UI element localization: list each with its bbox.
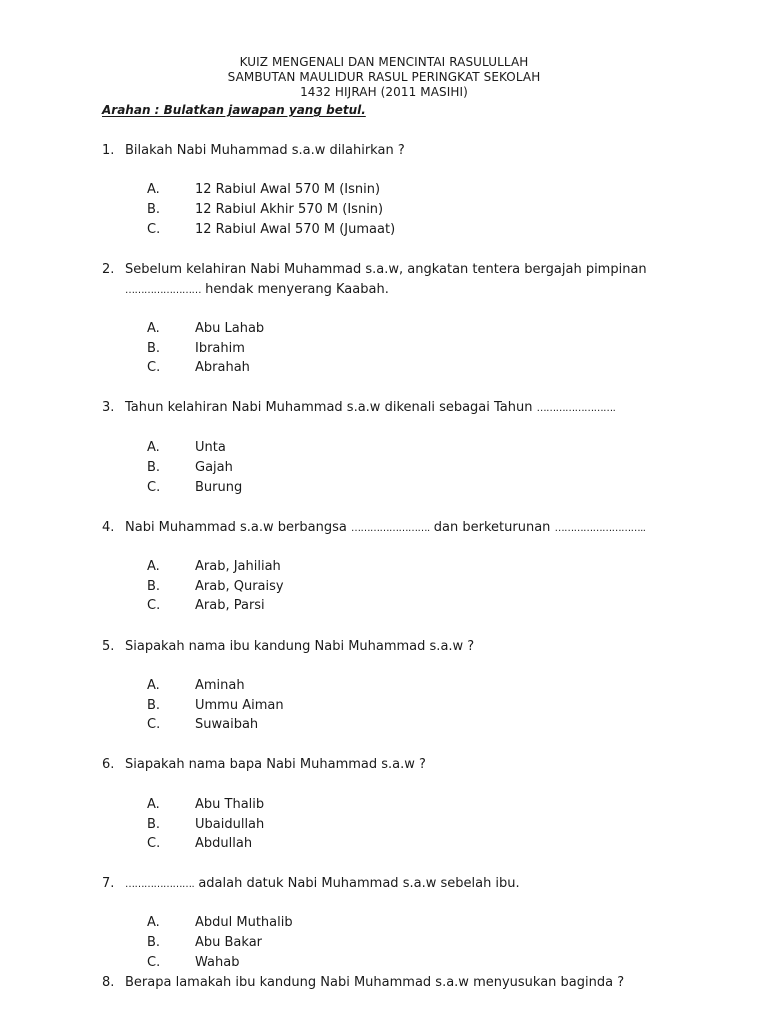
question-text: Siapakah nama ibu kandung Nabi Muhammad s.a.w ? bbox=[125, 639, 475, 654]
answer-blank: ……………………. bbox=[350, 523, 430, 534]
option-text: Aminah bbox=[195, 678, 245, 693]
question-text-part: hendak menyerang Kaabah. bbox=[201, 282, 389, 297]
instruction: Arahan : Bulatkan jawapan yang betul. bbox=[102, 103, 366, 117]
quiz-title: KUIZ MENGENALI DAN MENCINTAI RASULULLAH bbox=[239, 55, 529, 69]
question-text-part: Nabi Muhammad s.a.w berbangsa bbox=[125, 520, 351, 535]
option-text: Abdullah bbox=[195, 836, 253, 851]
option-letter: C. bbox=[147, 836, 161, 851]
option-letter: C. bbox=[147, 598, 161, 613]
option-letter: A. bbox=[147, 559, 160, 574]
question-text-part: adalah datuk Nabi Muhammad s.a.w sebelah ibu. bbox=[194, 876, 520, 891]
option-letter: C. bbox=[147, 480, 161, 495]
question-text-part: dan berketurunan bbox=[429, 520, 555, 535]
option-text: Arab, Jahiliah bbox=[195, 559, 281, 574]
option-letter: C. bbox=[147, 717, 161, 732]
option-text: Abu Thalib bbox=[195, 797, 265, 812]
option-text: Ubaidullah bbox=[195, 817, 265, 832]
option-letter: B. bbox=[147, 579, 161, 594]
option-letter: A. bbox=[147, 321, 160, 336]
answer-blank: ……………………….. bbox=[554, 523, 646, 534]
question-number: 3. bbox=[102, 400, 115, 415]
option-letter: B. bbox=[147, 698, 161, 713]
question-text-continued bbox=[125, 281, 389, 299]
question-text bbox=[125, 399, 615, 417]
question-text: Siapakah nama bapa Nabi Muhammad s.a.w ? bbox=[125, 757, 426, 772]
option-letter: B. bbox=[147, 935, 161, 950]
option-letter: A. bbox=[147, 678, 160, 693]
question-number: 4. bbox=[102, 520, 115, 535]
option-letter: A. bbox=[147, 797, 160, 812]
quiz-year: 1432 HIJRAH (2011 MASIHI) bbox=[300, 85, 468, 99]
option-text: Gajah bbox=[195, 460, 233, 475]
option-text: Arab, Quraisy bbox=[195, 579, 284, 594]
option-text: Abrahah bbox=[195, 360, 250, 375]
question-number: 2. bbox=[102, 262, 115, 277]
question-number: 7. bbox=[102, 876, 115, 891]
question-number: 8. bbox=[102, 975, 115, 990]
option-text: Unta bbox=[195, 440, 226, 455]
option-letter: C. bbox=[147, 955, 161, 970]
option-text: 12 Rabiul Akhir 570 M (Isnin) bbox=[195, 202, 384, 217]
option-text: Ibrahim bbox=[195, 341, 245, 356]
question-text bbox=[125, 519, 645, 537]
option-text: Suwaibah bbox=[195, 717, 259, 732]
option-text: Burung bbox=[195, 480, 243, 495]
answer-blank: …………………… bbox=[125, 285, 201, 296]
option-letter: B. bbox=[147, 460, 161, 475]
option-text: Abdul Muthalib bbox=[195, 915, 293, 930]
question-number: 6. bbox=[102, 757, 115, 772]
answer-blank: …………………. bbox=[125, 879, 195, 890]
question-text: Bilakah Nabi Muhammad s.a.w dilahirkan ? bbox=[125, 143, 405, 158]
option-text: Ummu Aiman bbox=[195, 698, 284, 713]
option-letter: A. bbox=[147, 182, 160, 197]
answer-blank: ……………………. bbox=[536, 403, 616, 414]
option-letter: A. bbox=[147, 440, 160, 455]
option-letter: B. bbox=[147, 202, 161, 217]
option-text: Abu Bakar bbox=[195, 935, 263, 950]
option-letter: B. bbox=[147, 817, 161, 832]
option-text: Abu Lahab bbox=[195, 321, 265, 336]
question-text-part: Tahun kelahiran Nabi Muhammad s.a.w dikenali sebagai Tahun bbox=[125, 400, 537, 415]
question-number: 1. bbox=[102, 143, 115, 158]
option-letter: B. bbox=[147, 341, 161, 356]
option-letter: A. bbox=[147, 915, 160, 930]
option-text: Wahab bbox=[195, 955, 240, 970]
question-text: Berapa lamakah ibu kandung Nabi Muhammad s.a.w menyusukan baginda ? bbox=[125, 975, 625, 990]
option-letter: C. bbox=[147, 360, 161, 375]
quiz-subtitle: SAMBUTAN MAULIDUR RASUL PERINGKAT SEKOLAH bbox=[227, 70, 541, 84]
question-text: Sebelum kelahiran Nabi Muhammad s.a.w, angkatan tentera bergajah pimpinan bbox=[125, 262, 647, 277]
option-letter: C. bbox=[147, 222, 161, 237]
question-text bbox=[125, 875, 520, 893]
option-text: Arab, Parsi bbox=[195, 598, 265, 613]
option-text: 12 Rabiul Awal 570 M (Isnin) bbox=[195, 182, 381, 197]
question-number: 5. bbox=[102, 639, 115, 654]
option-text: 12 Rabiul Awal 570 M (Jumaat) bbox=[195, 222, 396, 237]
